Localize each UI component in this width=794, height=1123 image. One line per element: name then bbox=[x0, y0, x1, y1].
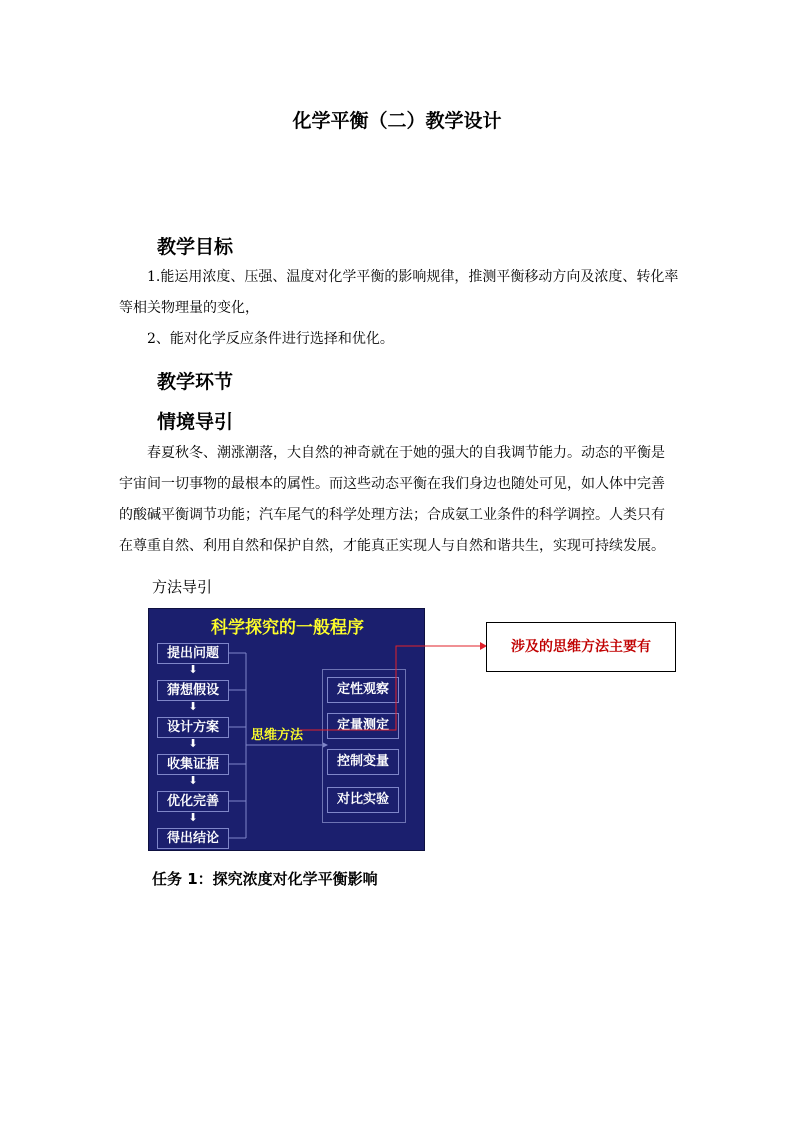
method-box: 对比实验 bbox=[327, 787, 399, 813]
method-box: 控制变量 bbox=[327, 749, 399, 775]
thinking-method-label: 思维方法 bbox=[251, 728, 304, 743]
objective-2: 2、能对化学反应条件进行选择和优化。 bbox=[147, 331, 394, 347]
down-arrow-icon: ⬇ bbox=[188, 774, 198, 787]
step-box: 猜想假设 bbox=[157, 680, 229, 701]
intro-line: 宇宙间一切事物的最根本的属性。而这些动态平衡在我们身边也随处可见，如人体中完善 bbox=[119, 476, 665, 492]
objectives-heading: 教学目标 bbox=[157, 236, 234, 258]
objective-1-line-2: 等相关物理量的变化， bbox=[119, 300, 259, 316]
down-arrow-icon: ⬇ bbox=[188, 663, 198, 676]
step-box: 优化完善 bbox=[157, 791, 229, 812]
methods-callout: 涉及的思维方法主要有 bbox=[486, 622, 676, 672]
method-box: 定量测定 bbox=[327, 713, 399, 739]
intro-line: 春夏秋冬、潮涨潮落，大自然的神奇就在于她的强大的自我调节能力。动态的平衡是 bbox=[147, 445, 665, 461]
steps-heading: 教学环节 bbox=[157, 371, 234, 393]
step-box: 收集证据 bbox=[157, 754, 229, 775]
method-box: 定性观察 bbox=[327, 677, 399, 703]
page-title: 化学平衡（二）教学设计 bbox=[292, 110, 502, 132]
intro-line: 在尊重自然、利用自然和保护自然，才能真正实现人与自然和谐共生，实现可持续发展。 bbox=[119, 538, 665, 554]
intro-heading: 情境导引 bbox=[157, 411, 234, 433]
down-arrow-icon: ⬇ bbox=[188, 737, 198, 750]
diagram-title: 科学探究的一般程序 bbox=[211, 618, 364, 638]
method-heading: 方法导引 bbox=[152, 578, 213, 596]
step-box: 得出结论 bbox=[157, 828, 229, 849]
step-box: 设计方案 bbox=[157, 717, 229, 738]
step-box: 提出问题 bbox=[157, 643, 229, 664]
task-1-heading: 任务 1：探究浓度对化学平衡影响 bbox=[152, 870, 378, 888]
objective-1-line-1: 1.能运用浓度、压强、温度对化学平衡的影响规律，推测平衡移动方向及浓度、转化率 bbox=[147, 269, 679, 285]
down-arrow-icon: ⬇ bbox=[188, 700, 198, 713]
intro-line: 的酸碱平衡调节功能；汽车尾气的科学处理方法；合成氨工业条件的科学调控。人类只有 bbox=[119, 507, 665, 523]
down-arrow-icon: ⬇ bbox=[188, 811, 198, 824]
